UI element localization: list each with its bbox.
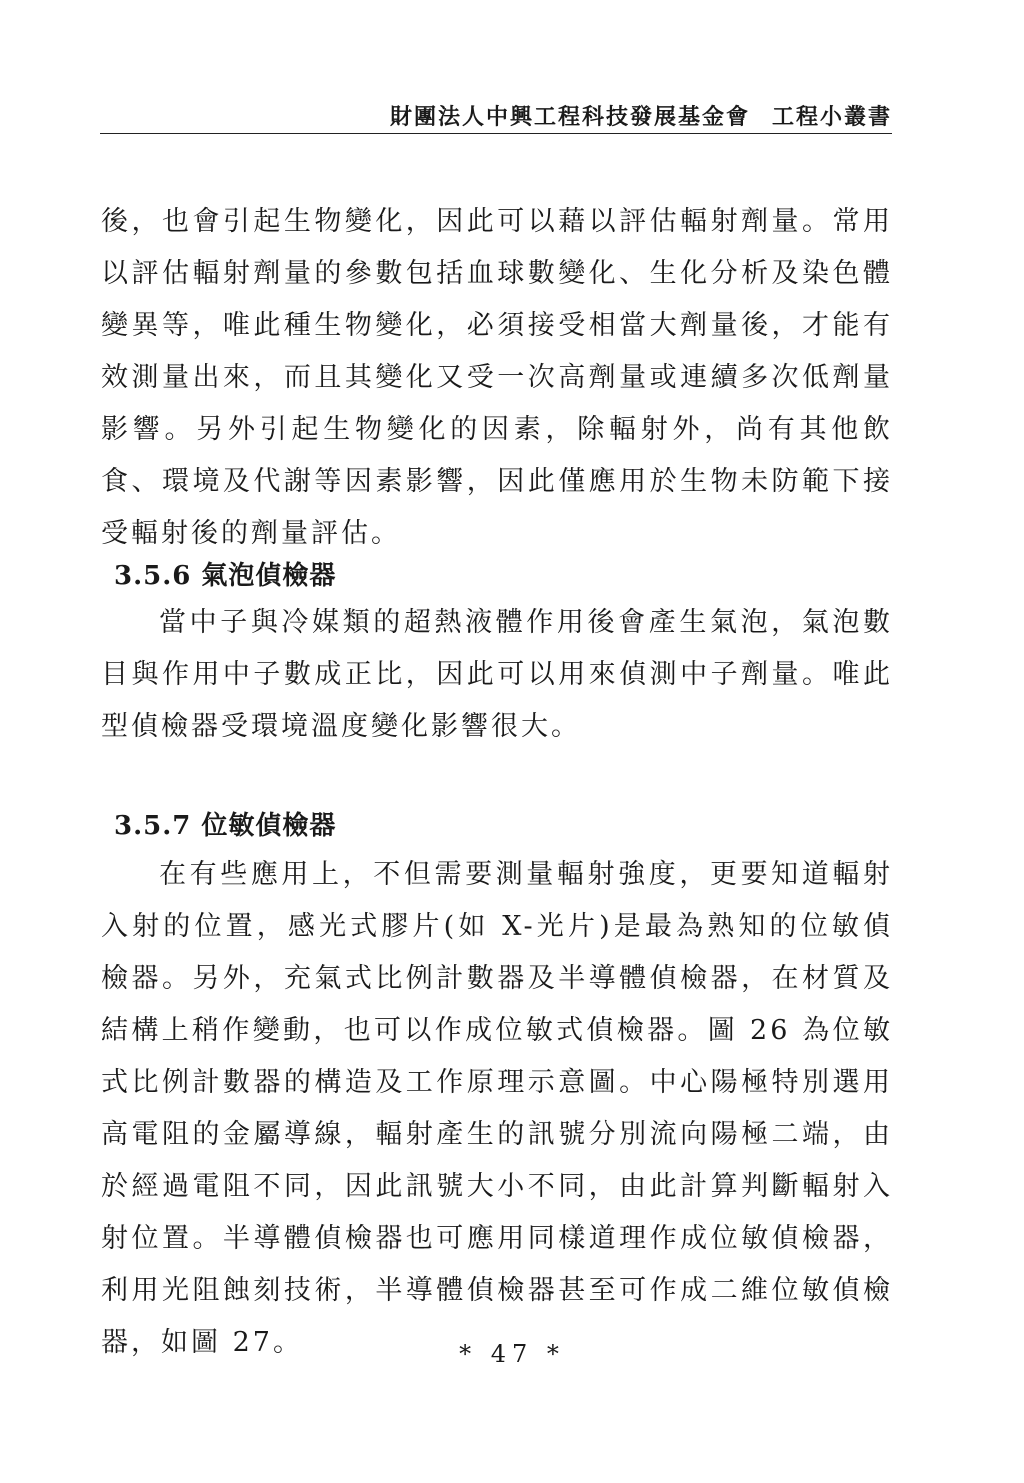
header-rule bbox=[100, 133, 892, 134]
paragraph-biological-dosimetry: 後，也會引起生物變化，因此可以藉以評估輻射劑量。常用以評估輻射劑量的參數包括血球數變化、生化分析及染色體變異等，唯此種生物變化，必須接受相當大劑量後，才能有效測量出來，而且其變化又受一次高劑量或連續多次低劑量影響。另外引起生物變化的因素，除輻射外，尚有其他飲食、環境及代謝等因素影響，因此僅應用於生物未防範下接受輻射後的劑量評估。 bbox=[101, 206, 893, 549]
page-number: * 47 * bbox=[459, 1340, 565, 1368]
page-header bbox=[100, 100, 892, 131]
paragraph-bubble-detector: 當中子與冷媒類的超熱液體作用後會產生氣泡，氣泡數目與作用中子數成正比，因此可以用來偵測中子劑量。唯此型偵檢器受環境溫度變化影響很大。 bbox=[101, 607, 893, 742]
paragraph-position-sensitive-detector: 在有些應用上，不但需要測量輻射強度，更要知道輻射入射的位置，感光式膠片(如 X-光片)是最為熟知的位敏偵檢器。另外，充氣式比例計數器及半導體偵檢器，在材質及結構上稍作變動，也可以作成位敏式偵檢器。圖 26 為位敏式比例計數器的構造及工作原理示意圖。中心陽極特別選用高電阻的金屬導線，輻射產生的訊號分別流向陽極二端，由於經過電阻不同，因此訊號大小不同，由此計算判斷輻射入射位置。半導體偵檢器也可應用同樣道理作成位敏偵檢器，利用光阻蝕刻技術，半導體偵檢器甚至可作成二維位敏偵檢器，如圖 27。 bbox=[101, 859, 893, 1358]
section-heading-3-5-7: 3.5.7 位敏偵檢器 bbox=[114, 811, 337, 841]
section-heading-3-5-6: 3.5.6 氣泡偵檢器 bbox=[114, 561, 337, 591]
header-series: 工程小叢書 bbox=[771, 104, 892, 130]
header-organization: 財團法人中興工程科技發展基金會 bbox=[389, 104, 750, 130]
